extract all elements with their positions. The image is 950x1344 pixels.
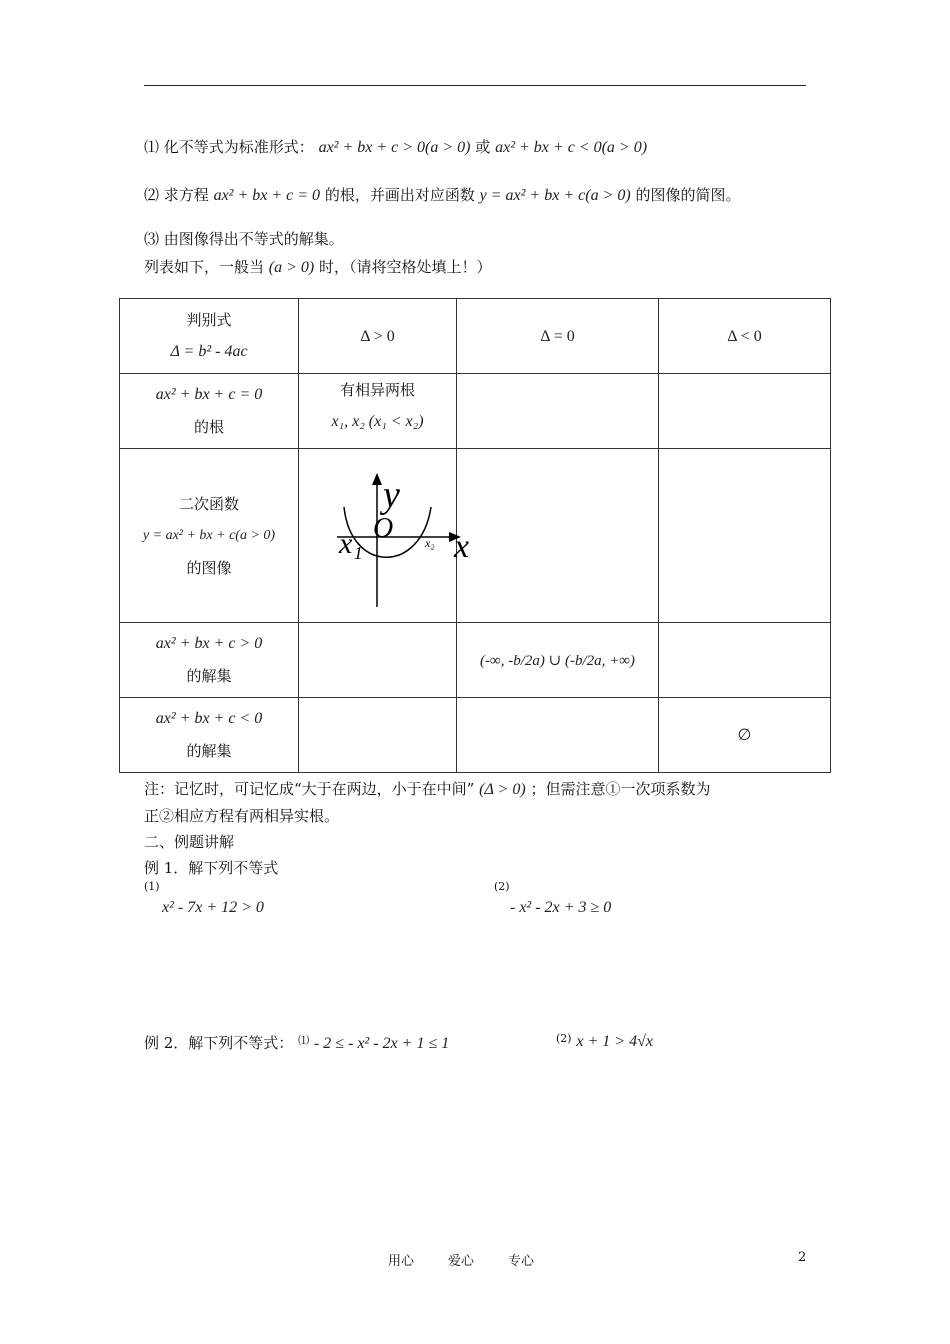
- step-2-math-eq: ax² + bx + c = 0: [213, 187, 321, 204]
- table-row-roots: [120, 374, 831, 449]
- table-row-lt-solution: [120, 698, 831, 773]
- note-line-2: 正②相应方程有两相异实根。: [144, 807, 340, 825]
- step-2-text3: 的图像的简图。: [635, 186, 741, 204]
- cell-gt-eq: [457, 623, 659, 698]
- table-row-gt-solution: [120, 623, 831, 698]
- step-2-text: ⑵ 求方程: [144, 186, 209, 204]
- step-1-text: ⑴ 化不等式为标准形式：: [144, 138, 314, 156]
- page-number: 2: [798, 1250, 807, 1265]
- graph-label-x1: x₁: [339, 527, 363, 560]
- cell-quadratic-label: 二次函数 y = ax² + bx + c(a > 0) 的图像: [120, 449, 299, 623]
- header-rule: [144, 85, 806, 86]
- cell-graph-gt: [299, 449, 470, 623]
- discriminant-formula: Δ = b² - 4ac: [170, 343, 248, 360]
- cell-equation-roots: ax² + bx + c = 0 的根: [120, 374, 299, 449]
- step-1-or: 或: [475, 138, 491, 156]
- discriminant-table: [119, 298, 831, 773]
- cell-gt-gt[interactable]: [299, 623, 457, 698]
- list-intro-math: (a > 0): [268, 259, 315, 276]
- footer-f2: 爱心: [448, 1254, 475, 1269]
- cell-graph-lt[interactable]: [659, 449, 831, 623]
- step-2-math-fn: y = ax² + bx + c(a > 0): [479, 187, 631, 204]
- graph-label-x: x: [454, 528, 470, 565]
- example-2-part-2: $^{(2)}$ x + 1 > 4√x: [556, 1032, 653, 1050]
- cell-gt-label: ax² + bx + c > 0 的解集: [120, 623, 299, 698]
- note-line-1: 注：记忆时，可记忆成“大于在两边，小于在中间” (Δ > 0) ；但需注意①一次项系数为: [144, 780, 711, 798]
- footer-f3: 专心: [508, 1254, 535, 1269]
- solution-set-delta-zero: (-∞, -b/2a) ∪ (-b/2a, +∞): [480, 652, 635, 669]
- example-1-part-2: $^{(2)}$ - x² - 2x + 3 ≥ 0: [494, 880, 612, 916]
- example-1-title: 例 1．解下列不等式: [144, 859, 279, 877]
- cell-graph-eq[interactable]: [457, 449, 659, 623]
- step-1-math-a: ax² + bx + c > 0(a > 0): [318, 139, 471, 156]
- empty-set-symbol: ∅: [737, 727, 752, 744]
- step-2: [144, 184, 740, 205]
- cell-discriminant: 判别式 Δ = b² - 4ac: [120, 299, 299, 374]
- section-heading: 二、例题讲解: [144, 833, 235, 851]
- example-1-part-1: $^{(1)}$ x² - 7x + 12 > 0: [144, 880, 264, 916]
- cell-lt-label: ax² + bx + c < 0 的解集: [120, 698, 299, 773]
- step-3: ⑶ 由图像得出不等式的解集。: [144, 230, 344, 248]
- table-row-graph: [120, 449, 831, 623]
- y-axis-arrow: [372, 473, 382, 485]
- table-row-header: [120, 299, 831, 374]
- list-intro: 列表如下，一般当 (a > 0) 时，（请将空格处填上！）: [144, 258, 492, 276]
- step-2-text2: 的根，并画出对应函数: [324, 186, 475, 204]
- cell-lt-eq[interactable]: [457, 698, 659, 773]
- graph-label-y: y: [383, 474, 400, 516]
- graph-label-x2: x₂: [425, 536, 435, 550]
- step-1: [144, 136, 647, 157]
- graph-label-origin: O: [373, 513, 394, 544]
- footer-f1: 用心: [388, 1254, 415, 1269]
- cell-roots-eq[interactable]: [457, 374, 659, 449]
- cell-roots-gt: 有相异两根 x₁, x₂ (x₁ < x₂): [299, 374, 457, 449]
- cell-delta-eq: Δ = 0: [457, 299, 659, 374]
- parabola-graph: [299, 449, 470, 623]
- step-1-math-b: ax² + bx + c < 0(a > 0): [495, 139, 648, 156]
- cell-lt-gt[interactable]: [299, 698, 457, 773]
- cell-gt-lt[interactable]: [659, 623, 831, 698]
- cell-roots-lt[interactable]: [659, 374, 831, 449]
- example-2-title: 例 2．解下列不等式： ⑴ - 2 ≤ - x² - 2x + 1 ≤ 1: [144, 1034, 450, 1052]
- cell-lt-lt: [659, 698, 831, 773]
- cell-delta-lt: Δ < 0: [659, 299, 831, 374]
- cell-delta-gt: Δ > 0: [299, 299, 457, 374]
